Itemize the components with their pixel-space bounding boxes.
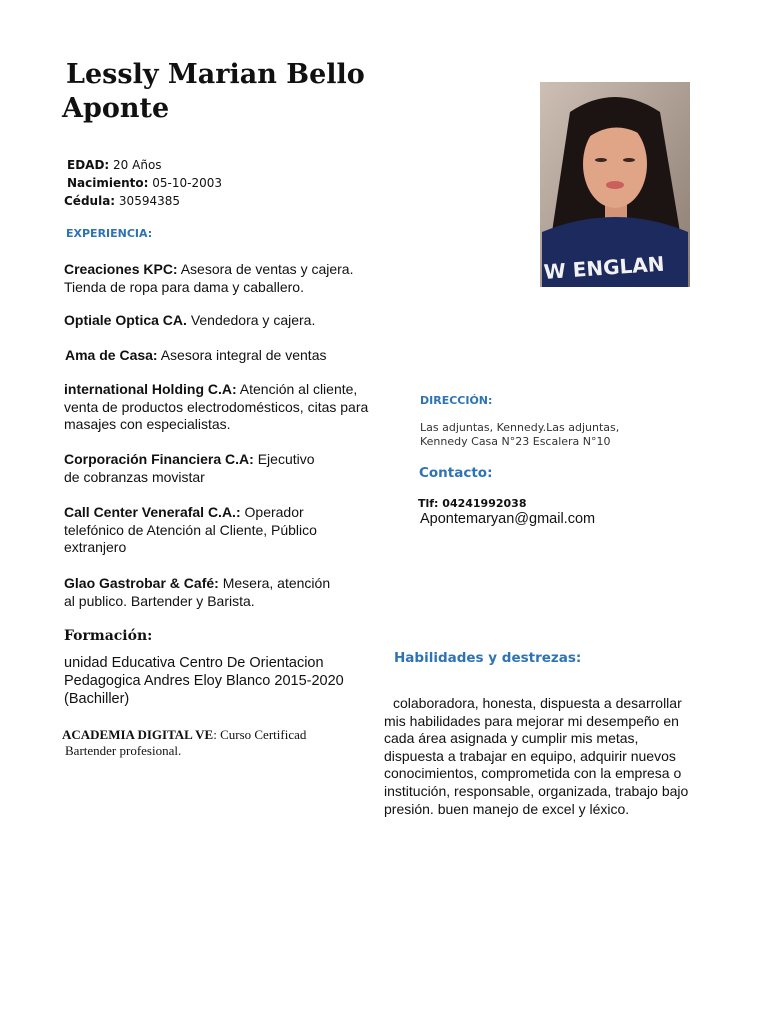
academy-name: ACADEMIA DIGITAL VE bbox=[62, 727, 214, 742]
academy-desc-1: : Curso Certificad bbox=[213, 727, 307, 742]
experience-company: Ama de Casa: bbox=[65, 347, 158, 363]
experience-company: Creaciones KPC: bbox=[64, 261, 178, 277]
experience-company: Call Center Venerafal C.A.: bbox=[64, 504, 241, 520]
id-label: Cédula: bbox=[64, 194, 116, 208]
contact-heading: Contacto: bbox=[419, 465, 493, 481]
experience-description: Asesora de ventas y cajera. Tienda de ropa para dama y caballero. bbox=[64, 261, 354, 295]
experience-description: Asesora integral de ventas bbox=[160, 347, 327, 363]
age-value: 20 Años bbox=[113, 158, 162, 172]
education-school: unidad Educativa Centro De Orientacion Pedagogica Andres Eloy Blanco 2015-2020 (Bachiller) bbox=[64, 655, 344, 707]
experience-description: Operador telefónico de Atención al Cliente, Público extranjero bbox=[64, 504, 317, 555]
experience-item bbox=[64, 381, 376, 434]
skills-heading: Habilidades y destrezas: bbox=[394, 650, 582, 666]
email-address: Apontemaryan@gmail.com bbox=[420, 511, 596, 527]
candidate-name bbox=[62, 58, 392, 126]
birth-row bbox=[64, 174, 222, 192]
experience-item bbox=[64, 575, 344, 610]
experience-item bbox=[64, 347, 375, 365]
name-line-1: Lessly Marian Bello bbox=[66, 59, 365, 90]
experience-description: Ejecutivo de cobranzas movistar bbox=[64, 451, 315, 485]
education-heading: Formación: bbox=[64, 628, 153, 644]
address-text: Las adjuntas, Kennedy.Las adjuntas, Kennedy Casa N°23 Escalera N°10 bbox=[420, 421, 620, 448]
experience-item bbox=[64, 504, 334, 557]
experience-company: Glao Gastrobar & Café: bbox=[64, 575, 219, 591]
education-academy bbox=[62, 727, 332, 759]
address-heading: DIRECCIÓN: bbox=[420, 394, 493, 407]
personal-info bbox=[64, 156, 222, 210]
birth-value: 05-10-2003 bbox=[152, 176, 223, 190]
experience-item bbox=[64, 312, 374, 330]
skills-text: colaboradora, honesta, dispuesta a desarrollar mis habilidades para mejorar mi desempeño en cada área asignada y cumplir mis metas, dispuesta a trabajar en equipo, adquirir nuevos conocimientos, comprometida con la empresa o institución, responsable, organizada, trabajo bajo presión. buen manejo de excel y léxico. bbox=[384, 695, 689, 817]
academy-desc-2: Bartender profesional. bbox=[65, 743, 182, 758]
age-row bbox=[64, 156, 222, 174]
experience-company: Optiale Optica CA. bbox=[64, 312, 187, 328]
experience-heading: EXPERIENCIA: bbox=[66, 227, 153, 240]
experience-description: Atención al cliente, venta de productos electrodomésticos, citas para masajes con especialistas. bbox=[64, 381, 369, 432]
shirt-text: W ENGLAN bbox=[542, 251, 666, 284]
birth-label: Nacimiento: bbox=[67, 176, 149, 190]
profile-photo-illustration bbox=[540, 82, 690, 287]
age-label: EDAD: bbox=[67, 158, 110, 172]
id-row bbox=[64, 192, 222, 210]
experience-item bbox=[64, 261, 374, 296]
experience-company: Corporación Financiera C.A: bbox=[64, 451, 254, 467]
experience-item bbox=[64, 451, 332, 486]
name-line-2: Aponte bbox=[62, 93, 170, 124]
experience-description: Vendedora y cajera. bbox=[190, 312, 316, 328]
phone-number: Tlf: 04241992038 bbox=[418, 497, 527, 510]
id-value: 30594385 bbox=[118, 194, 180, 208]
experience-company: international Holding C.A: bbox=[64, 381, 237, 397]
experience-description: Mesera, atención al publico. Bartender y Barista. bbox=[64, 575, 331, 609]
profile-photo bbox=[540, 82, 690, 287]
